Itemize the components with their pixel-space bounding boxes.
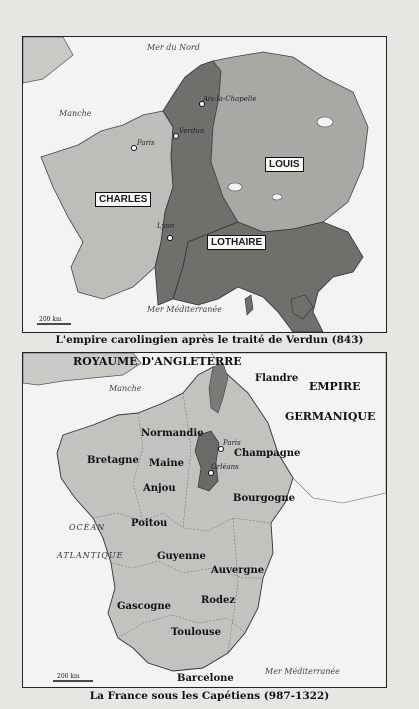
capetian-map	[22, 352, 387, 688]
kingdom-label-lothaire: LOTHAIRE	[207, 235, 266, 250]
city-label-lyon: Lyon	[157, 222, 175, 230]
label-empire-line1: EMPIRE	[309, 380, 361, 393]
region-guyenne: Guyenne	[157, 551, 206, 562]
region-toulouse: Toulouse	[171, 627, 221, 638]
city-label-verdun: Verdun	[179, 127, 205, 135]
sea-label-north-sea: Mer du Nord	[147, 43, 200, 52]
city-label-orleans: Orléans	[211, 463, 239, 471]
city-label-paris: Paris	[137, 139, 155, 147]
kingdom-label-charles: CHARLES	[95, 192, 151, 207]
region-auvergne: Auvergne	[211, 565, 265, 576]
label-england: ROYAUME D'ANGLETERRE	[73, 355, 242, 368]
region-champagne: Champagne	[234, 448, 301, 459]
caption-capetian-map: La France sous les Capétiens (987-1322)	[89, 690, 330, 702]
scale-label: 200 km	[39, 316, 62, 323]
sea-label-mediterranean: Mer Méditerranée	[147, 305, 222, 314]
sea-label-mediterranean: Mer Méditerranée	[265, 667, 340, 676]
royal-domain-area	[195, 431, 219, 491]
sea-label-channel: Manche	[59, 109, 92, 118]
kingdom-lothaire-south	[173, 222, 363, 332]
region-barcelone: Barcelone	[177, 673, 234, 684]
city-label-paris: Paris	[223, 439, 241, 447]
region-gascogne: Gascogne	[117, 601, 172, 612]
region-normandie: Normandie	[141, 428, 204, 439]
kingdom-label-louis: LOUIS	[265, 157, 304, 172]
region-maine: Maine	[149, 458, 184, 469]
kingdom-of-france-area	[57, 367, 293, 671]
caption-carolingian-map: L'empire carolingien après le traité de Verdun (843)	[55, 334, 364, 346]
region-poitou: Poitou	[131, 518, 168, 529]
region-anjou: Anjou	[143, 483, 176, 494]
region-bourgogne: Bourgogne	[233, 493, 295, 504]
carolingian-map-shapes	[23, 37, 386, 332]
region-bretagne: Bretagne	[87, 455, 139, 466]
carolingian-map	[22, 36, 387, 333]
label-empire-line2: GERMANIQUE	[285, 410, 376, 423]
city-label-aachen: Aix-la-Chapelle	[203, 95, 257, 103]
scale-label: 200 km	[57, 673, 80, 680]
city-marker-lyon	[167, 235, 173, 241]
sea-label-channel: Manche	[109, 384, 142, 393]
region-flandre: Flandre	[255, 373, 299, 384]
ocean-label-line2: ATLANTIQUE	[57, 551, 124, 560]
kingdom-louis-area	[211, 52, 368, 232]
region-rodez: Rodez	[201, 595, 236, 606]
ocean-label-line1: OCÉAN	[69, 523, 106, 532]
